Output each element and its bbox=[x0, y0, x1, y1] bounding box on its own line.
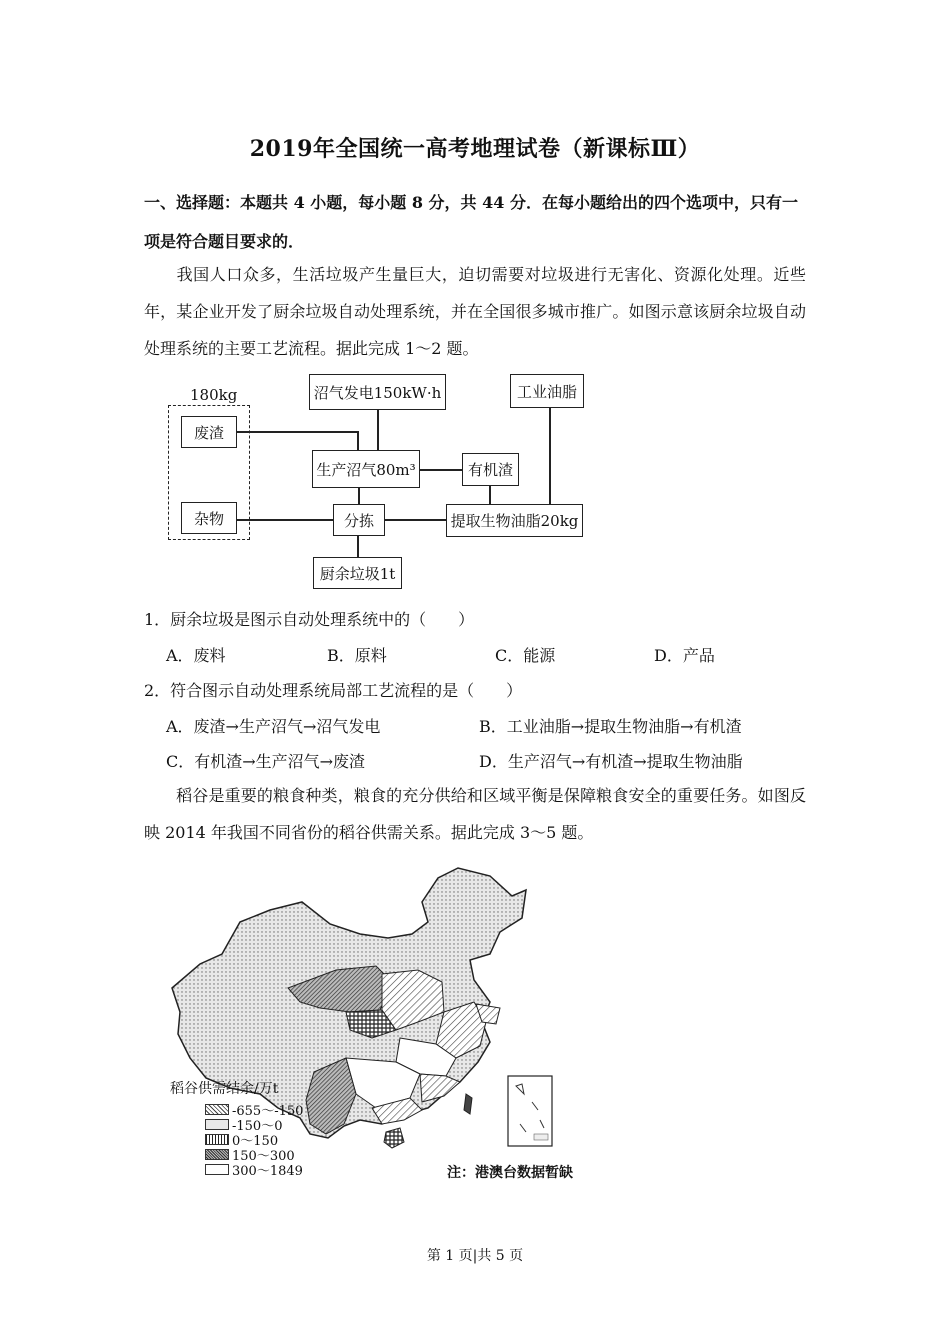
section-heading-line1: 一、选择题：本题共 4 小题，每小题 8 分，共 44 分．在每小题给出的四个选项中，只有一 bbox=[144, 193, 798, 212]
weight-label: 180kg bbox=[190, 386, 238, 404]
intro-text-1: 我国人口众多，生活垃圾产生量巨大，迫切需要对垃圾进行无害化、资源化处理。近些年，某企业开发了厨余垃圾自动处理系统，并在全国很多城市推广。如图示意该厨余垃圾自动处理系统的主要工艺流程。据此完成 1～2 题。 bbox=[144, 265, 806, 358]
industrial-oil-box: 工业油脂 bbox=[510, 374, 584, 408]
connector bbox=[357, 431, 359, 450]
legend-swatch bbox=[205, 1119, 229, 1130]
page-footer: 第 1 页|共 5 页 bbox=[426, 1248, 524, 1264]
legend-label: 150～300 bbox=[232, 1149, 295, 1164]
sorting-box: 分拣 bbox=[333, 504, 385, 536]
connector bbox=[358, 488, 360, 504]
intro-paragraph-1 bbox=[144, 256, 806, 367]
legend-swatch bbox=[205, 1134, 229, 1145]
legend-item bbox=[205, 1160, 303, 1179]
connector bbox=[237, 519, 333, 521]
q1-option-a[interactable]: A．废料 bbox=[166, 646, 226, 665]
legend-label: -655～-150 bbox=[232, 1104, 304, 1119]
section-heading-line2: 项是符合题目要求的． bbox=[144, 232, 305, 251]
oil-extraction-box: 提取生物油脂20kg bbox=[446, 504, 583, 537]
connector bbox=[420, 469, 462, 471]
biogas-production-box: 生产沼气80m³ bbox=[312, 450, 420, 488]
legend-swatch bbox=[205, 1164, 229, 1175]
q1-option-d[interactable]: D．产品 bbox=[654, 646, 715, 665]
legend-title: 稻谷供需结余/万t bbox=[170, 1081, 279, 1097]
legend-label: 0～150 bbox=[232, 1134, 279, 1149]
intro-text-2: 稻谷是重要的粮食种类，粮食的充分供给和区域平衡是保障粮食安全的重要任务。如图反映 2014 年我国不同省份的稻谷供需关系。据此完成 3～5 题。 bbox=[144, 786, 806, 842]
q1-option-c[interactable]: C．能源 bbox=[495, 646, 556, 665]
sundries-box: 杂物 bbox=[181, 502, 237, 534]
q2-option-c[interactable]: C．有机渣→生产沼气→废渣 bbox=[166, 752, 366, 771]
connector bbox=[549, 408, 551, 504]
legend-swatch bbox=[205, 1149, 229, 1160]
question-2-stem: 2．符合图示自动处理系统局部工艺流程的是（ ） bbox=[144, 681, 523, 700]
connector bbox=[489, 486, 491, 504]
legend-label: 300～1849 bbox=[232, 1164, 303, 1179]
connector bbox=[237, 431, 358, 433]
legend-label: -150～0 bbox=[232, 1119, 283, 1134]
biogas-power-box: 沼气发电150kW·h bbox=[309, 374, 446, 410]
q2-option-d[interactable]: D．生产沼气→有机渣→提取生物油脂 bbox=[479, 752, 743, 771]
intro-paragraph-2 bbox=[144, 777, 806, 851]
connector bbox=[385, 519, 446, 521]
kitchen-waste-box: 厨余垃圾1t bbox=[313, 557, 402, 589]
waste-residue-box: 废渣 bbox=[181, 416, 237, 448]
organic-residue-box: 有机渣 bbox=[462, 453, 519, 486]
map-note: 注：港澳台数据暂缺 bbox=[447, 1165, 573, 1181]
q1-option-b[interactable]: B．原料 bbox=[327, 646, 387, 665]
page-title: 2019年全国统一高考地理试卷（新课标Ⅲ） bbox=[249, 136, 701, 162]
connector bbox=[357, 536, 359, 557]
connector bbox=[377, 410, 379, 450]
q2-option-b[interactable]: B．工业油脂→提取生物油脂→有机渣 bbox=[479, 717, 742, 736]
legend-swatch bbox=[205, 1104, 229, 1115]
q2-option-a[interactable]: A．废渣→生产沼气→沼气发电 bbox=[166, 717, 381, 736]
question-1-stem: 1．厨余垃圾是图示自动处理系统中的（ ） bbox=[144, 610, 475, 629]
